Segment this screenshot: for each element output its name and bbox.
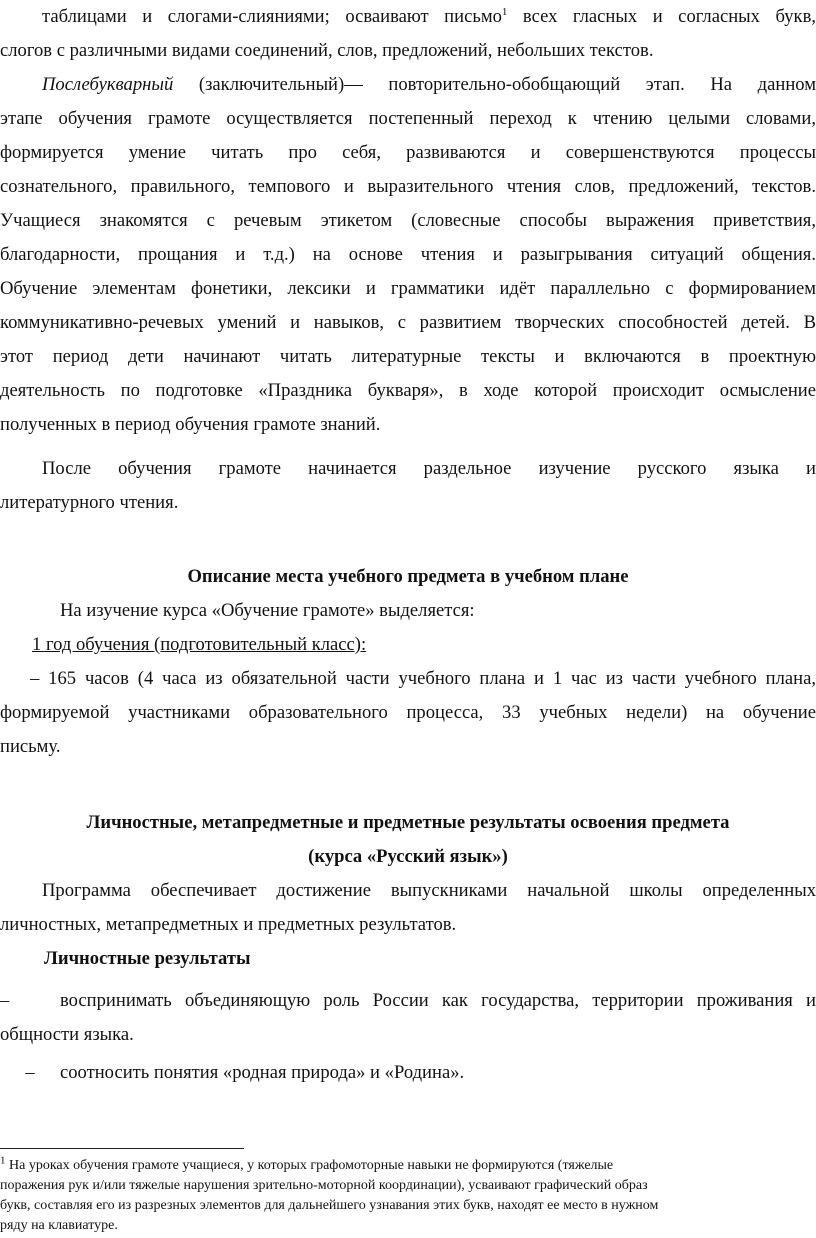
text-line: Послебукварный (заключительный)— повторительно-обобщающий этап. На данном <box>42 74 816 95</box>
text-line: формируемой участниками образовательного процесса, 33 учебных недели) на обучение <box>0 702 816 723</box>
text-line: Программа обеспечивает достижение выпускниками начальной школы определенных <box>42 880 816 901</box>
section-heading: Описание места учебного предмета в учебном плане <box>187 566 629 587</box>
section-heading: Личностные, метапредметные и предметные результаты освоения предмета <box>86 812 730 833</box>
text-line: деятельность по подготовке «Праздника букваря», в ходе которой происходит осмысление <box>0 380 816 401</box>
footnote-line: $^1$ На уроках обучения грамоте учащиеся, у которых графомоторные навыки не формируются (тяжелые <box>0 1154 614 1173</box>
text-line: литературного чтения. <box>0 492 179 513</box>
text-line: общности языка. <box>0 1024 134 1045</box>
dash-bullet: – <box>25 1062 35 1083</box>
footnote-line: ряду на клавиатуре. <box>0 1218 118 1233</box>
text-line: личностных, метапредметных и предметных результатов. <box>0 914 457 935</box>
footnote-mark: 1 <box>0 1154 6 1167</box>
underlined-text: 1 год обучения (подготовительный класс): <box>32 634 367 655</box>
text-line <box>32 628 816 662</box>
text-line: Обучение элементам фонетики, лексики и грамматики идёт параллельно с формированием <box>0 278 816 299</box>
footnote-line: поражения рук и/или тяжелые нарушения зрительно-моторной координации), усваивают графический образ <box>0 1178 648 1193</box>
text-line: сознательного, правильного, темпового и выразительного чтения слов, предложений, текстов. <box>0 176 816 197</box>
text-line: таблицами и слогами-слияниями; осваивают письмо$^1$ всех гласных и согласных букв, <box>42 5 816 27</box>
italic-term: Послебукварный <box>42 74 174 95</box>
text-line: коммуникативно-речевых умений и навыков, с развитием творческих способностей детей. В <box>0 312 816 333</box>
text-line: благодарности, прощания и т.д.) на основе чтения и разыгрывания ситуаций общения. <box>0 244 816 265</box>
footnote-line: букв, составляя его из разрезных элементов для дальнейшего узнавания этих букв, находят ее место в нужном <box>0 1198 659 1213</box>
footnote-ref[interactable]: 1 <box>501 5 508 18</box>
text-line: этот период дети начинают читать литературные тексты и включаются в проектную <box>0 346 816 367</box>
text-line: На изучение курса «Обучение грамоте» выделяется: <box>60 600 475 621</box>
text-line: полученных в период обучения грамоте знаний. <box>0 414 381 435</box>
subsection-heading: Личностные результаты <box>44 948 251 969</box>
text-line: формируется умение читать про себя, развиваются и совершенствуются процессы <box>0 142 816 163</box>
text-line: этапе обучения грамоте осуществляется постепенный переход к чтению целыми словами, <box>0 108 816 129</box>
section-heading: (курса «Русский язык») <box>308 846 508 867</box>
text-line: письму. <box>0 736 61 757</box>
text-line: слогов с различными видами соединений, слов, предложений, небольших текстов. <box>0 40 654 61</box>
dash-bullet: – <box>0 990 10 1011</box>
text-line: После обучения грамоте начинается раздельное изучение русского языка и <box>42 458 816 479</box>
list-item: – воспринимать объединяющую роль России как государства, территории проживания и <box>0 984 816 1018</box>
text-line: Учащиеся знакомятся с речевым этикетом (словесные способы выражения приветствия, <box>0 210 816 231</box>
footnote-divider <box>0 1148 244 1149</box>
text-line: – 165 часов (4 часа из обязательной части учебного плана и 1 час из части учебного плана, <box>30 668 816 689</box>
list-item: – соотносить понятия «родная природа» и «Родина». <box>0 1056 816 1090</box>
